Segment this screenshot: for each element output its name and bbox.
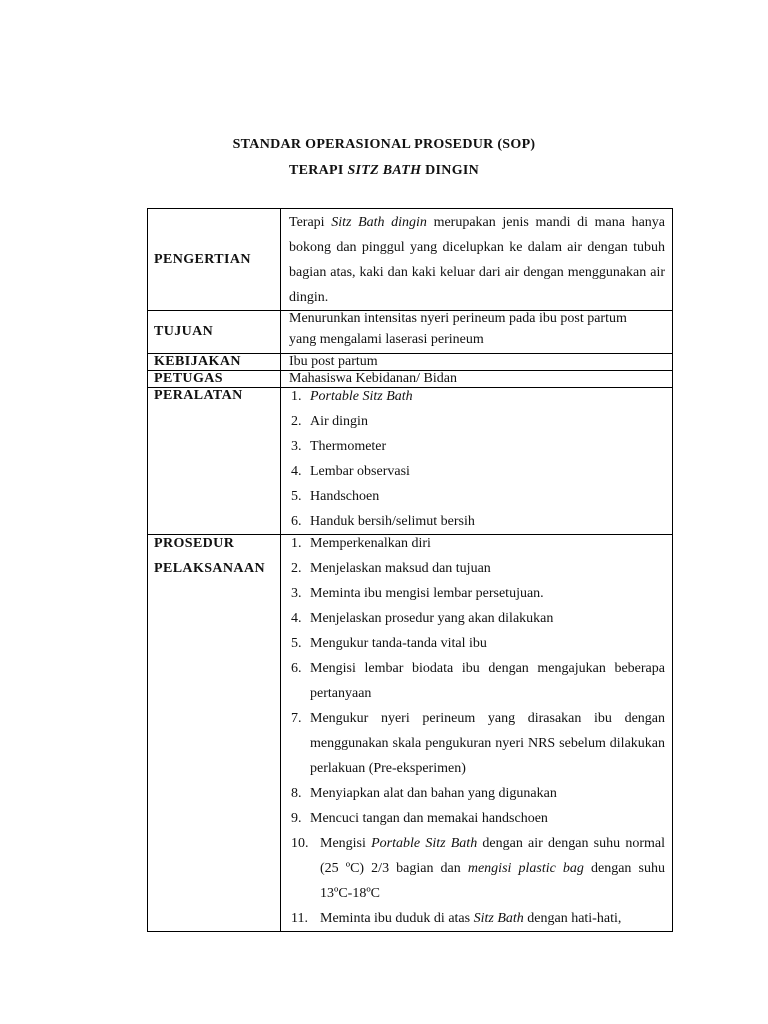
subtitle-suffix: DINGIN: [421, 163, 480, 178]
prosedur-label-line-2: PELAKSANAAN: [154, 561, 265, 576]
prosedur-label-line-1: PROSEDUR: [154, 536, 235, 551]
item-text: Meminta ibu duduk di atas: [320, 911, 474, 926]
document-subtitle: [0, 163, 768, 179]
list-item: [289, 459, 665, 484]
list-item: [289, 706, 665, 781]
item-text: dengan hati-hati,: [523, 911, 622, 926]
label-tujuan: TUJUAN: [148, 311, 281, 354]
list-item: [289, 434, 665, 459]
item-text: Meminta ibu mengisi lembar persetujuan.: [310, 586, 544, 601]
item-number: 2.: [291, 414, 302, 429]
list-item: [289, 806, 665, 831]
item-text: Lembar observasi: [310, 464, 410, 479]
item-text: Portable Sitz Bath: [310, 389, 413, 404]
item-text: Menyiapkan alat dan bahan yang digunakan: [310, 786, 557, 801]
document-title: STANDAR OPERASIONAL PROSEDUR (SOP): [232, 137, 536, 152]
item-text: Mengisi lembar biodata ibu dengan mengajukan beberapa pertanyaan: [310, 661, 665, 701]
item-text-italic: Sitz Bath: [473, 911, 524, 926]
item-number: 10.: [291, 836, 309, 851]
item-text: Thermometer: [310, 439, 387, 454]
subtitle-prefix: TERAPI: [288, 163, 348, 178]
peralatan-list: [289, 384, 665, 534]
item-number: 7.: [291, 711, 302, 726]
pengertian-text-2: merupakan jenis mandi di mana hanya bokong dan pinggul yang dicelupkan ke dalam air dengan tubuh bagian atas, kaki dan kaki keluar dari air dengan menggunakan air dingin.: [289, 215, 666, 305]
item-text: Mengukur tanda-tanda vital ibu: [310, 636, 487, 651]
item-text: Mengukur nyeri perineum yang dirasakan ibu dengan menggunakan skala pengukuran nyeri NRS sebelum dilakukan perlakuan (Pre-eksperimen): [310, 711, 665, 776]
label-prosedur: [148, 535, 281, 932]
label-pengertian: PENGERTIAN: [148, 209, 281, 311]
item-number: 6.: [291, 514, 302, 529]
item-text: dengan air dengan suhu normal (25 ºC) 2/3 bagian dan: [320, 836, 665, 876]
item-text: Memperkenalkan diri: [310, 536, 431, 551]
list-item: [289, 581, 665, 606]
item-text: Menjelaskan maksud dan tujuan: [310, 561, 491, 576]
list-item: [289, 531, 665, 556]
item-number: 4.: [291, 464, 302, 479]
pengertian-text: [289, 209, 665, 310]
prosedur-list-continued: [289, 831, 665, 931]
label-peralatan: PERALATAN: [148, 388, 281, 535]
value-tujuan: [281, 311, 673, 354]
value-pengertian: [281, 209, 673, 311]
row-kebijakan: [148, 354, 673, 371]
item-number: 6.: [291, 661, 302, 676]
subtitle-italic: SITZ BATH: [347, 163, 422, 178]
label-petugas: PETUGAS: [148, 371, 281, 388]
row-pengertian: [148, 209, 673, 311]
sop-table: [147, 208, 673, 932]
item-text-italic: Portable Sitz Bath: [371, 836, 478, 851]
list-item: [289, 556, 665, 581]
value-petugas: Mahasiswa Kebidanan/ Bidan: [281, 371, 673, 388]
item-number: 1.: [291, 536, 302, 551]
list-item: [289, 384, 665, 409]
list-item: [289, 409, 665, 434]
row-tujuan: [148, 311, 673, 354]
value-peralatan: [281, 388, 673, 535]
tujuan-line-1: Menurunkan intensitas nyeri perineum pada ibu post partum: [289, 311, 627, 326]
item-text: Menjelaskan prosedur yang akan dilakukan: [310, 611, 554, 626]
item-number: 5.: [291, 636, 302, 651]
item-text: Handschoen: [310, 489, 380, 504]
list-item: [289, 656, 665, 706]
list-item: [289, 906, 665, 931]
list-item: [289, 484, 665, 509]
item-number: 8.: [291, 786, 302, 801]
pengertian-text-italic: Sitz Bath dingin: [331, 215, 427, 230]
item-text-italic: mengisi plastic bag: [467, 861, 584, 876]
item-number: 5.: [291, 489, 302, 504]
item-text: Mencuci tangan dan memakai handschoen: [310, 811, 548, 826]
value-prosedur: [281, 535, 673, 932]
item-number: 3.: [291, 586, 302, 601]
item-text: Air dingin: [310, 414, 368, 429]
pengertian-text-1: Terapi: [289, 215, 332, 230]
value-kebijakan: Ibu post partum: [281, 354, 673, 371]
list-item: [289, 631, 665, 656]
item-number: 9.: [291, 811, 302, 826]
item-number: 1.: [291, 389, 302, 404]
list-item: [289, 606, 665, 631]
item-text: Mengisi: [320, 836, 372, 851]
list-item: [289, 781, 665, 806]
label-kebijakan: KEBIJAKAN: [148, 354, 281, 371]
item-text: Handuk bersih/selimut bersih: [310, 514, 475, 529]
item-number: 4.: [291, 611, 302, 626]
tujuan-line-2: yang mengalami laserasi perineum: [289, 332, 484, 347]
row-prosedur: [148, 535, 673, 932]
item-number: 11.: [291, 911, 308, 926]
item-text: dengan suhu 13ºC-18ºC: [320, 861, 665, 901]
row-peralatan: [148, 388, 673, 535]
item-number: 2.: [291, 561, 302, 576]
item-number: 3.: [291, 439, 302, 454]
list-item: [289, 831, 665, 906]
prosedur-list: [289, 531, 665, 831]
